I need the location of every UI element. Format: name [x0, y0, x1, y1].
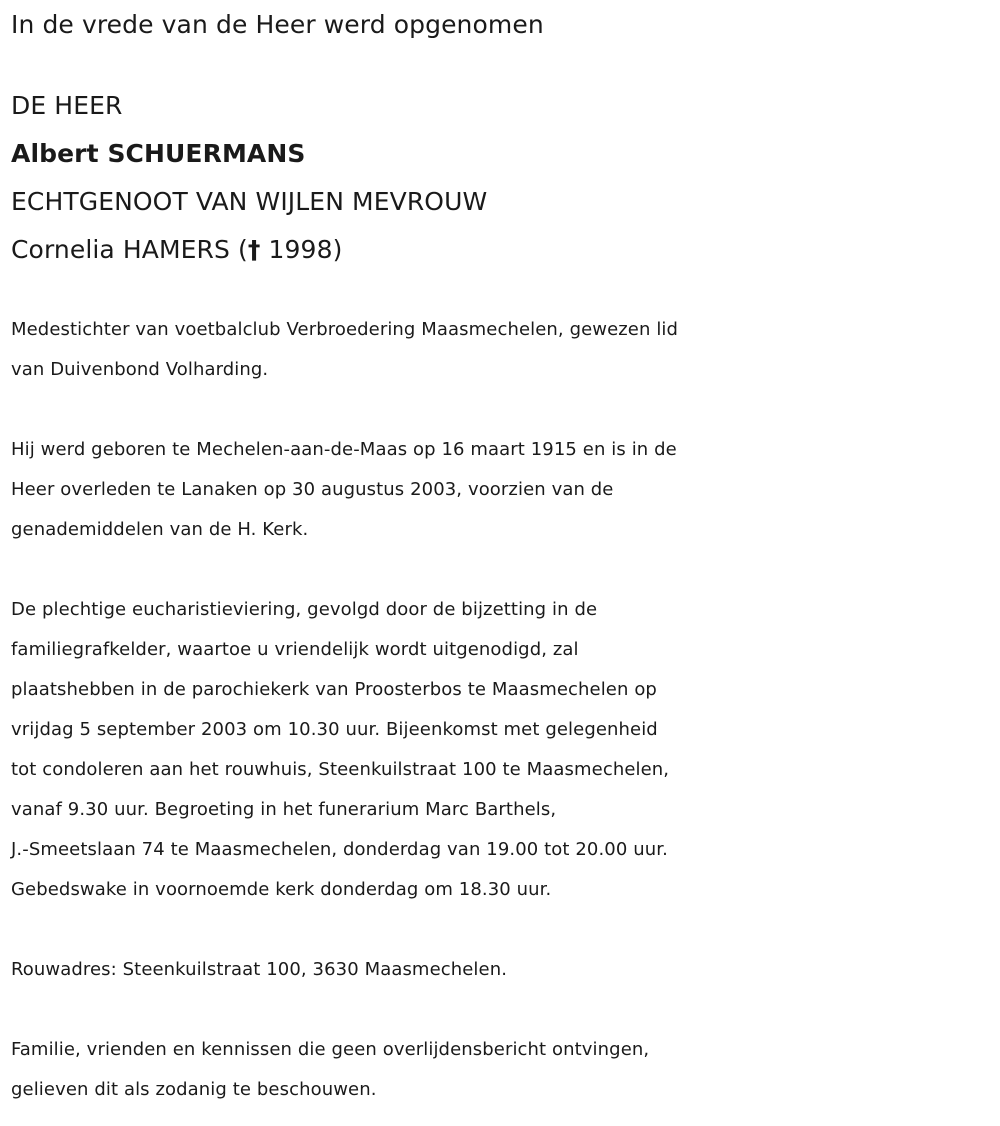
paragraph-line: Gebedswake in voornoemde kerk donderdag om 18.30 uur. [11, 879, 552, 900]
spouse-line [11, 230, 342, 270]
paragraph-line: Medestichter van voetbalclub Verbroedering Maasmechelen, gewezen lid [11, 319, 679, 340]
paragraph-line: familiegrafkelder, waartoe u vriendelijk wordt uitgenodigd, zal [11, 639, 579, 660]
paragraph-line: van Duivenbond Volharding. [11, 359, 269, 380]
paragraph-line: vanaf 9.30 uur. Begroeting in het funerarium Marc Barthels, [11, 799, 557, 820]
cross-icon: † [247, 235, 261, 264]
paragraph-line: Hij werd geboren te Mechelen-aan-de-Maas op 16 maart 1915 en is in de [11, 439, 677, 460]
deceased-name: Albert SCHUERMANS [11, 139, 306, 168]
paragraph-line: tot condoleren aan het rouwhuis, Steenkuilstraat 100 te Maasmechelen, [11, 759, 670, 780]
paragraph-line: Familie, vrienden en kennissen die geen overlijdensbericht ontvingen, [11, 1039, 650, 1060]
paragraph-line: gelieven dit als zodanig te beschouwen. [11, 1079, 377, 1100]
birth-death-paragraph [11, 430, 996, 550]
spouse-death-year: 1998) [260, 235, 343, 264]
paragraph-line: De plechtige eucharistieviering, gevolgd door de bijzetting in de [11, 599, 598, 620]
funeral-paragraph [11, 590, 996, 910]
spouse-name: Cornelia HAMERS ( [11, 235, 248, 264]
paragraph-line: plaatshebben in de parochiekerk van Proosterbos te Maasmechelen op [11, 679, 657, 700]
paragraph-line: Rouwadres: Steenkuilstraat 100, 3630 Maasmechelen. [11, 959, 508, 980]
paragraph-line: vrijdag 5 september 2003 om 10.30 uur. Bijeenkomst met gelegenheid [11, 719, 658, 740]
relation-text: ECHTGENOOT VAN WIJLEN MEVROUW [11, 187, 488, 216]
closing-paragraph [11, 1030, 996, 1110]
paragraph-line: J.-Smeetslaan 74 te Maasmechelen, donderdag van 19.00 tot 20.00 uur. [11, 839, 668, 860]
paragraph-line: genademiddelen van de H. Kerk. [11, 519, 309, 540]
affiliations-paragraph [11, 310, 996, 390]
address-paragraph [11, 950, 996, 990]
paragraph-line: Heer overleden te Lanaken op 30 augustus 2003, voorzien van de [11, 479, 614, 500]
intro-text: In de vrede van de Heer werd opgenomen [11, 10, 544, 39]
deceased-title: DE HEER [11, 91, 123, 120]
